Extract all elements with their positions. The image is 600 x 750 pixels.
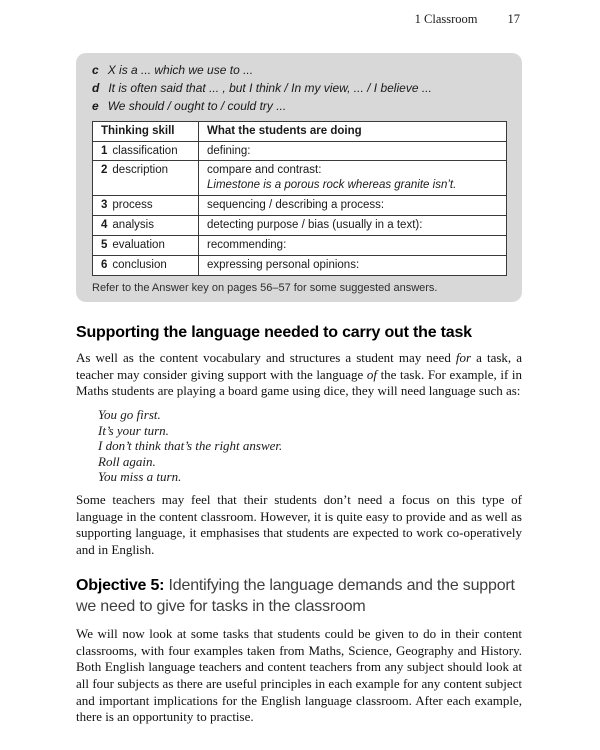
item-text: It is often said that ... , but I think / In my view, ... / I believe ...	[108, 81, 432, 96]
paragraph-task-language	[76, 350, 522, 400]
table-row	[93, 256, 507, 276]
skill-name: conclusion	[112, 259, 167, 272]
table-row	[93, 141, 507, 161]
example-line: You miss a turn.	[98, 469, 182, 485]
skill-number: 4	[101, 219, 108, 232]
paragraph-text: As well as the content vocabulary and structures a student may need	[76, 350, 456, 366]
skill-name: description	[112, 164, 169, 177]
skill-name: analysis	[112, 219, 154, 232]
paragraph-text: a task, a teacher may consider giving support with the language	[76, 350, 523, 382]
skill-number: 2	[101, 164, 108, 177]
skill-cell	[93, 236, 199, 256]
answer-key-note: Refer to the Answer key on pages 56–57 for some suggested answers.	[92, 282, 438, 295]
activity-cell: defining:	[199, 141, 507, 161]
item-text: We should / ought to / could try ...	[107, 99, 287, 114]
activity-cell: detecting purpose / bias (usually in a text):	[199, 216, 507, 236]
paragraph-objective-intro: We will now look at some tasks that students could be given to do in their content classrooms, with four examples taken from Maths, Science, Geography and History. Both English language teachers and content teachers from any subject should look at all four subjects as there are useful principles in each example for any content subject and important implications for the English language classroom. After each example, there is an opportunity to practise.	[76, 626, 522, 725]
item-letter: d	[92, 81, 100, 96]
activity-cell	[199, 161, 507, 196]
objective-title: Identifying the language demands and the support we need to give for tasks in the classroom	[76, 577, 515, 616]
list-item	[92, 62, 507, 78]
skill-cell	[93, 141, 199, 161]
paragraph-teachers-opinion: Some teachers may feel that their students don’t need a focus on this type of language in the content classroom. However, it is quite easy to provide and as well as supporting language, it emphasises that students are expected to work co-operatively and in English.	[76, 491, 522, 557]
header-students-doing: What the students are doing	[199, 121, 507, 141]
page-number: 17	[507, 12, 520, 26]
header-thinking-skill: Thinking skill	[93, 121, 199, 141]
skill-number: 5	[101, 239, 108, 252]
activity-cell: expressing personal opinions:	[199, 256, 507, 276]
skill-cell	[93, 216, 199, 236]
item-text: X is a ... which we use to ...	[107, 63, 254, 77]
table-header-row	[93, 121, 507, 141]
thinking-skills-table	[92, 121, 507, 277]
italic-word: for	[455, 350, 472, 366]
chapter-title: 1 Classroom	[414, 12, 478, 26]
skill-name: process	[112, 199, 153, 212]
skill-name: evaluation	[112, 239, 165, 252]
example-line: Roll again.	[98, 453, 156, 469]
skill-number: 6	[101, 259, 108, 272]
table-row	[93, 196, 507, 216]
example-phrases	[98, 407, 522, 485]
table-row	[93, 236, 507, 256]
italic-word: of	[366, 366, 377, 382]
example-line: It’s your turn.	[98, 422, 169, 438]
item-letter: e	[92, 99, 99, 114]
example-line: I don’t think that’s the right answer.	[98, 438, 283, 454]
activity-text: compare and contrast:	[207, 164, 322, 177]
item-letter: c	[92, 63, 99, 77]
objective-label: Objective 5:	[76, 577, 165, 595]
skill-cell	[93, 256, 199, 276]
table-row	[93, 161, 507, 196]
table-row	[93, 216, 507, 236]
activity-cell: sequencing / describing a process:	[199, 196, 507, 216]
section-heading: Supporting the language needed to carry out the task	[76, 324, 472, 342]
skill-number: 3	[101, 199, 108, 212]
paragraph-text: the task. For example, if in Maths students are playing a board game using dice, they will need language such as:	[76, 366, 522, 399]
objective-heading	[76, 576, 522, 618]
activity-cell: recommending:	[199, 236, 507, 256]
page-header	[76, 12, 522, 27]
skill-number: 1	[101, 144, 108, 157]
skill-cell	[93, 196, 199, 216]
exercise-box	[76, 53, 522, 302]
activity-example: Limestone is a porous rock whereas granite isn’t.	[207, 179, 457, 192]
skill-name: classification	[112, 144, 178, 157]
list-item	[92, 80, 507, 96]
skill-cell	[93, 161, 199, 196]
list-item	[92, 98, 507, 114]
answer-options-list	[92, 62, 507, 115]
example-line: You go first.	[98, 406, 161, 422]
